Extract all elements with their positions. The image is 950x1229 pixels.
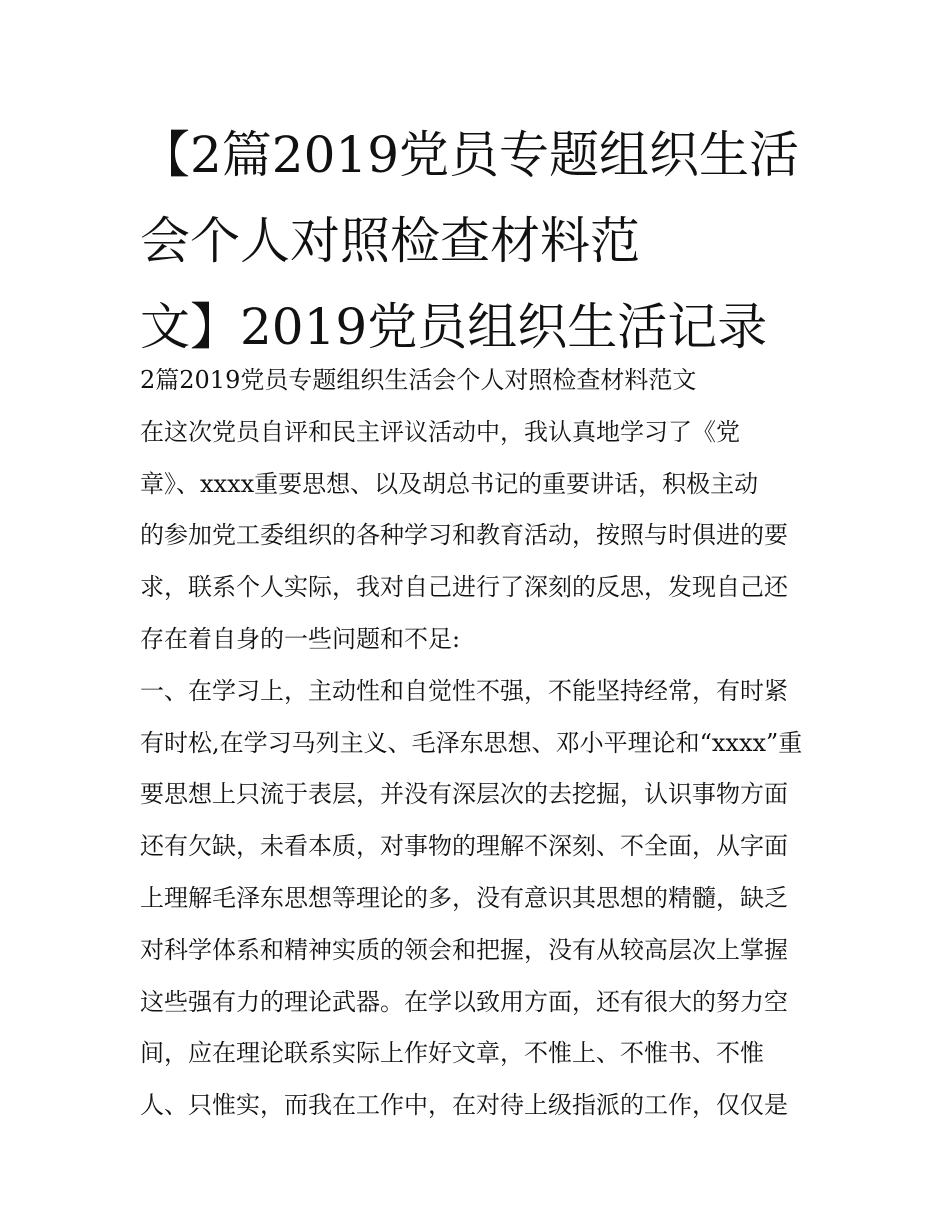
paragraph-line: 的参加党工委组织的各种学习和教育活动，按照与时俱进的要 xyxy=(140,521,788,550)
title-line: 【2篇2019党员专题组织生活 xyxy=(140,126,800,184)
paragraph-line: 对科学体系和精神实质的领会和把握，没有从较高层次上掌握 xyxy=(140,935,788,964)
paragraph-line: 上理解毛泽东思想等理论的多，没有意识其思想的精髓，缺乏 xyxy=(140,883,788,912)
paragraph-line: 在这次党员自评和民主评议活动中，我认真地学习了《党 xyxy=(140,417,740,446)
paragraph-line: 存在着自身的一些问题和不足: xyxy=(140,624,461,653)
title-line: 会个人对照检查材料范 xyxy=(140,212,640,270)
document-title xyxy=(140,112,820,370)
paragraph-line: 一、在学习上，主动性和自觉性不强，不能坚持经常，有时紧 xyxy=(140,676,788,705)
paragraph-line: 要思想上只流于表层，并没有深层次的去挖掘，认识事物方面 xyxy=(140,780,788,809)
paragraph-line: 有时松,在学习马列主义、毛泽东思想、邓小平理论和“xxxx”重 xyxy=(140,728,803,757)
paragraph-line: 章》、xxxx重要思想、以及胡总书记的重要讲话，积极主动 xyxy=(140,469,759,498)
title-line: 文】2019党员组织生活记录 xyxy=(140,298,768,356)
paragraph-line: 这些强有力的理论武器。在学以致用方面，还有很大的努力空 xyxy=(140,987,788,1016)
subtitle-line: 2篇2019党员专题组织生活会个人对照检查材料范文 xyxy=(140,366,697,394)
paragraph-line: 求，联系个人实际，我对自己进行了深刻的反思，发现自己还 xyxy=(140,573,788,602)
paragraph-line: 还有欠缺，未看本质，对事物的理解不深刻、不全面，从字面 xyxy=(140,832,788,861)
paragraph-line: 人、只惟实，而我在工作中，在对待上级指派的工作，仅仅是 xyxy=(140,1091,788,1120)
document-body xyxy=(140,355,830,1132)
paragraph-line: 间，应在理论联系实际上作好文章，不惟上、不惟书、不惟 xyxy=(140,1039,764,1068)
